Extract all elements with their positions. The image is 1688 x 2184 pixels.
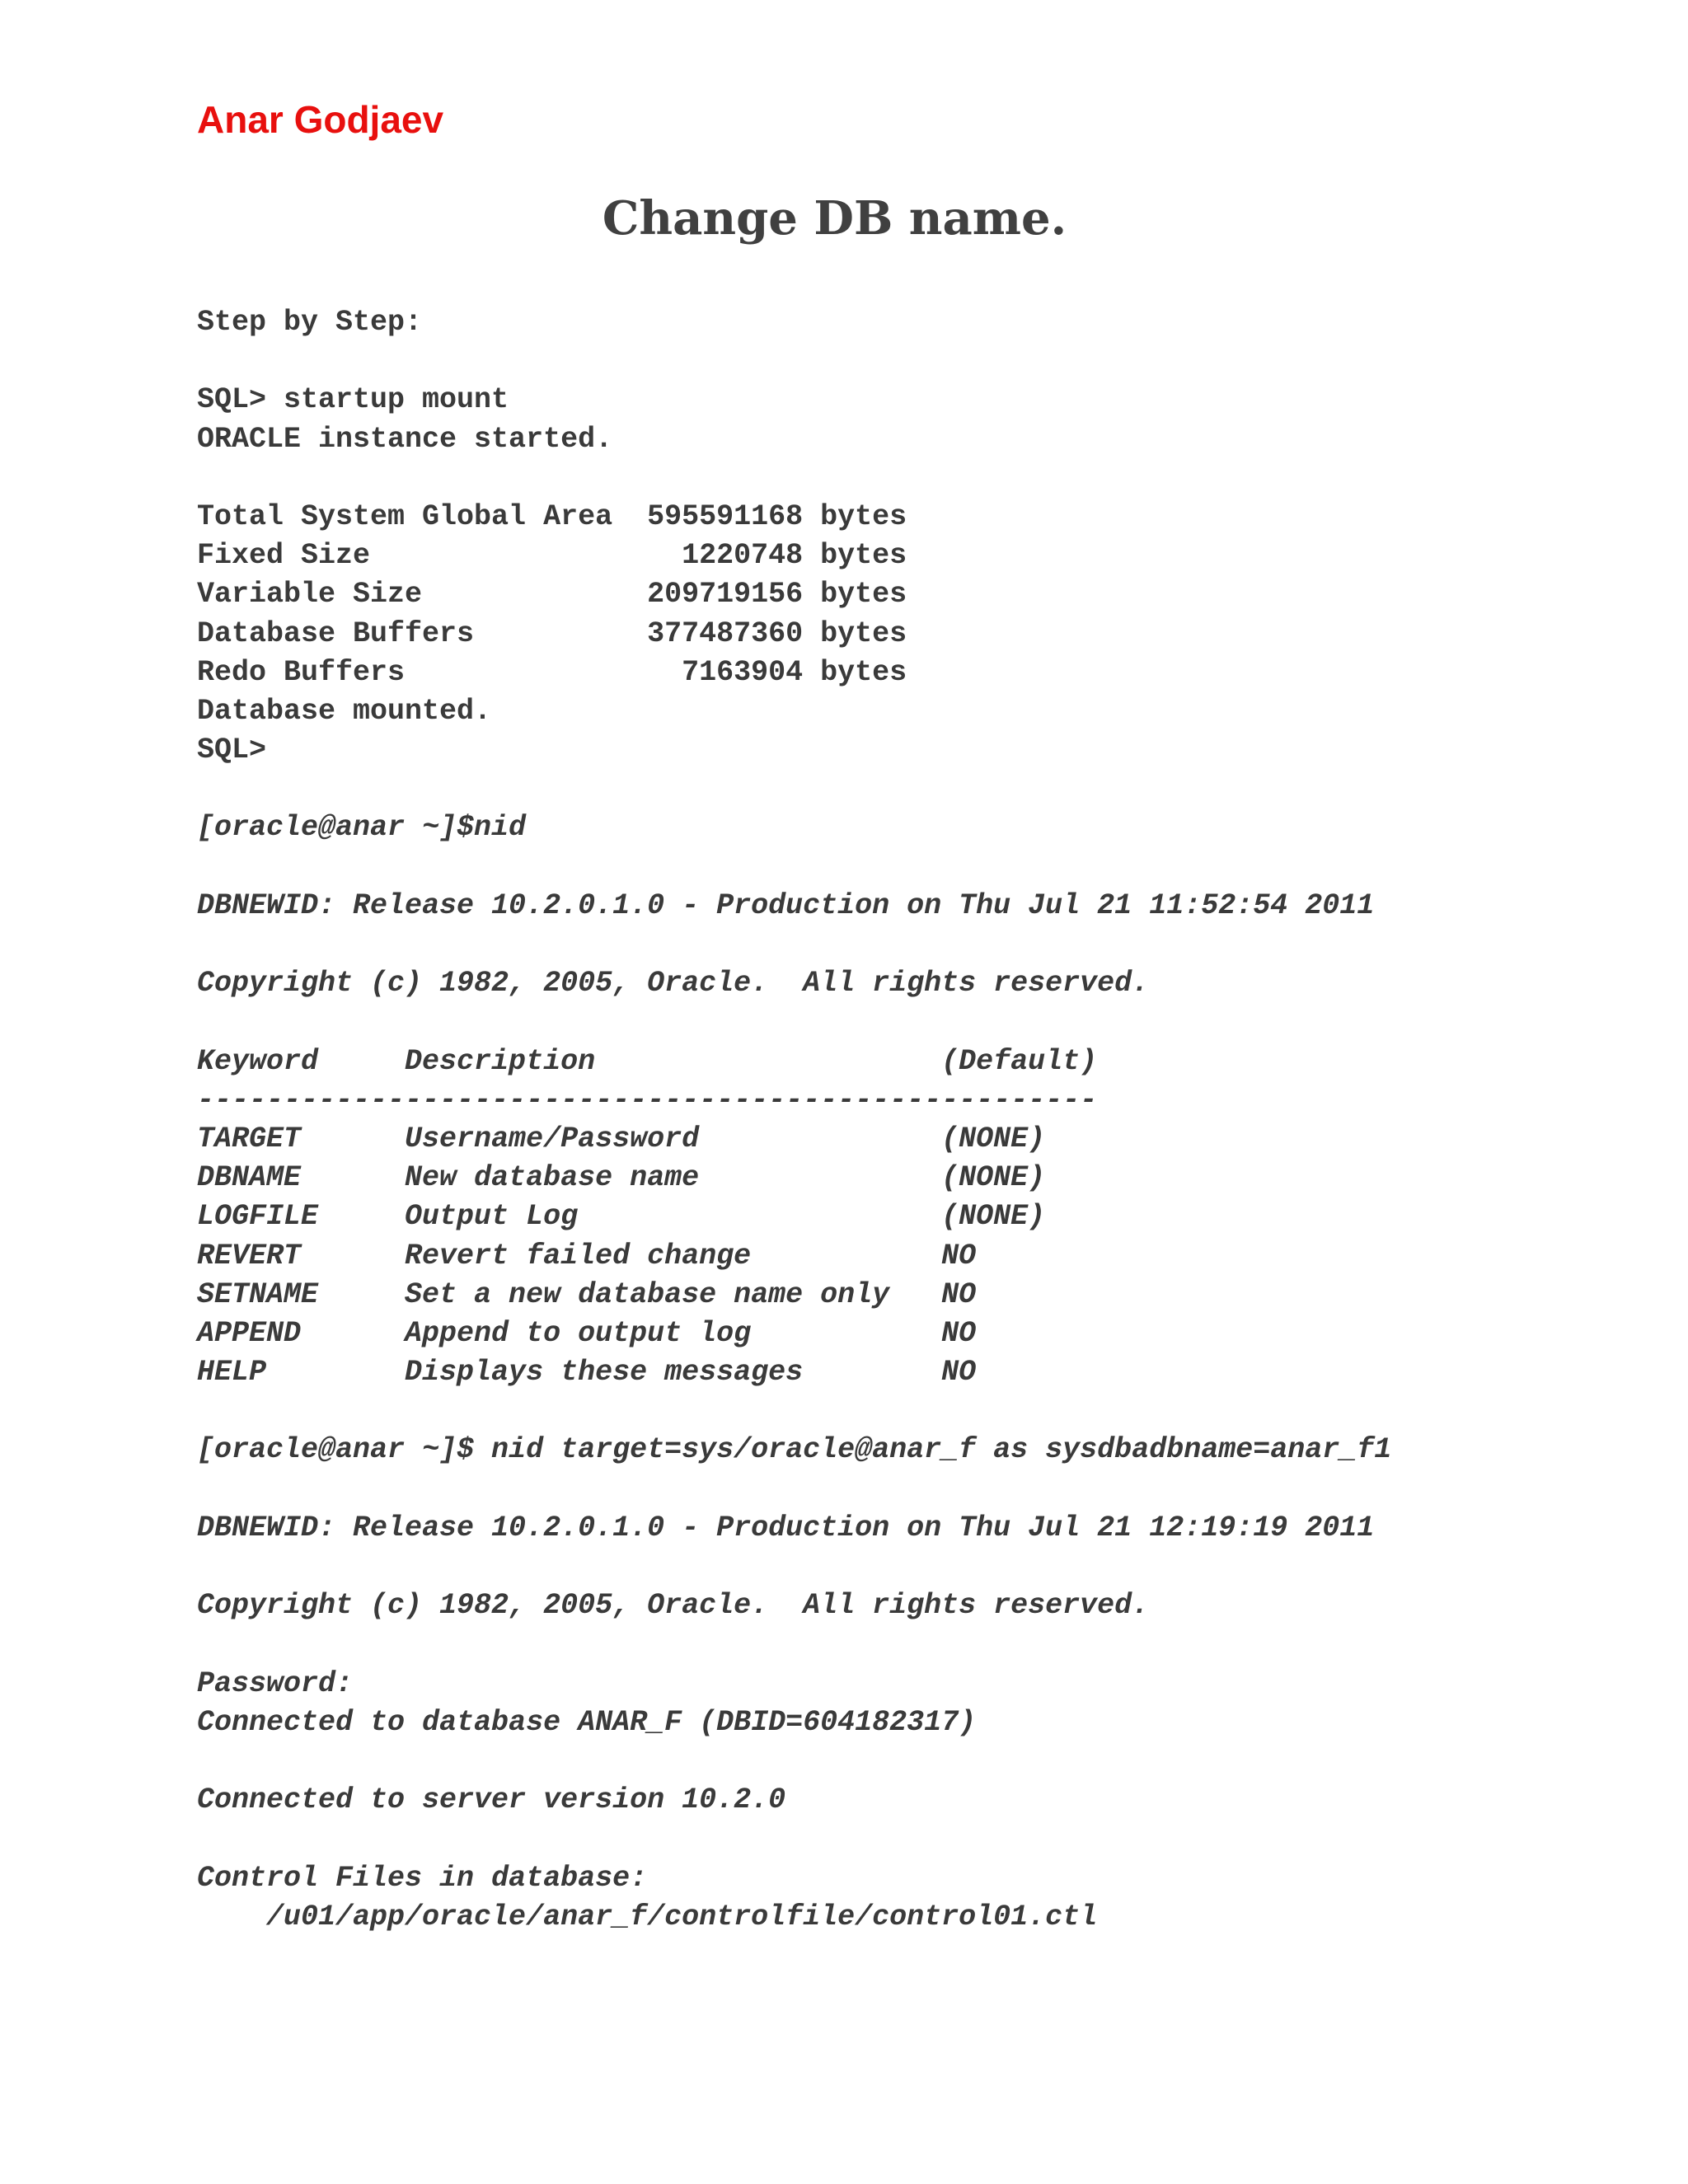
transcript-line: LOGFILE Output Log (NONE): [197, 1200, 1046, 1234]
blank-line: [197, 1742, 1391, 1781]
transcript-line: Password:: [197, 1666, 354, 1700]
transcript-line: DBNEWID: Release 10.2.0.1.0 - Production on Thu Jul 21 12:19:19 2011: [197, 1511, 1375, 1544]
transcript-line: /u01/app/oracle/anar_f/controlfile/control01.ctl: [197, 1900, 1098, 1933]
transcript-line: Database Buffers 377487360 bytes: [197, 616, 907, 650]
transcript-line: Control Files in database:: [197, 1861, 648, 1895]
transcript-line: Step by Step:: [197, 306, 423, 339]
transcript-line: Copyright (c) 1982, 2005, Oracle. All rights reserved.: [197, 1589, 1150, 1623]
transcript-line: APPEND Append to output log NO: [197, 1316, 977, 1350]
blank-line: [197, 1625, 1391, 1664]
transcript-line: HELP Displays these messages NO: [197, 1356, 977, 1390]
transcript-line: [oracle@anar ~]$ nid target=sys/oracle@anar_f as sysdbadbname=anar_f1: [197, 1433, 1392, 1467]
transcript-line: Fixed Size 1220748 bytes: [197, 539, 907, 573]
transcript-line: SQL> startup mount: [197, 383, 509, 417]
transcript-line: Total System Global Area 595591168 bytes: [197, 499, 907, 533]
blank-line: [197, 1392, 1391, 1431]
blank-line: [197, 459, 1391, 498]
transcript-line: Keyword Description (Default): [197, 1044, 1098, 1078]
transcript-line: Connected to database ANAR_F (DBID=604182317): [197, 1705, 977, 1739]
transcript-line: [oracle@anar ~]$nid: [197, 811, 527, 845]
transcript-line: SETNAME Set a new database name only NO: [197, 1277, 977, 1311]
transcript-line: Database mounted.: [197, 694, 492, 728]
blank-line: [197, 770, 1391, 808]
transcript-line: Variable Size 209719156 bytes: [197, 578, 907, 612]
transcript-line: ORACLE instance started.: [197, 422, 613, 456]
blank-line: [197, 848, 1391, 887]
transcript-line: Copyright (c) 1982, 2005, Oracle. All rights reserved.: [197, 967, 1150, 1001]
blank-line: [197, 1003, 1391, 1042]
blank-line: [197, 926, 1391, 964]
transcript-line: TARGET Username/Password (NONE): [197, 1122, 1046, 1155]
blank-line: [197, 1470, 1391, 1509]
transcript-line: Redo Buffers 7163904 bytes: [197, 655, 907, 689]
blank-line: [197, 1820, 1391, 1858]
blank-line: [197, 342, 1391, 381]
transcript-line: DBNEWID: Release 10.2.0.1.0 - Production on Thu Jul 21 11:52:54 2011: [197, 888, 1375, 922]
transcript-line: ----------------------------------------------------: [197, 1083, 1098, 1117]
blank-line: [197, 1548, 1391, 1586]
page-title: Change DB name.: [602, 191, 1067, 246]
author-name: Anar Godjaev: [197, 98, 444, 141]
transcript-line: DBNAME New database name (NONE): [197, 1161, 1046, 1195]
terminal-transcript: [197, 303, 1391, 1937]
transcript-line: REVERT Revert failed change NO: [197, 1239, 977, 1272]
transcript-line: SQL>: [197, 733, 267, 767]
transcript-line: Connected to server version 10.2.0: [197, 1783, 786, 1817]
